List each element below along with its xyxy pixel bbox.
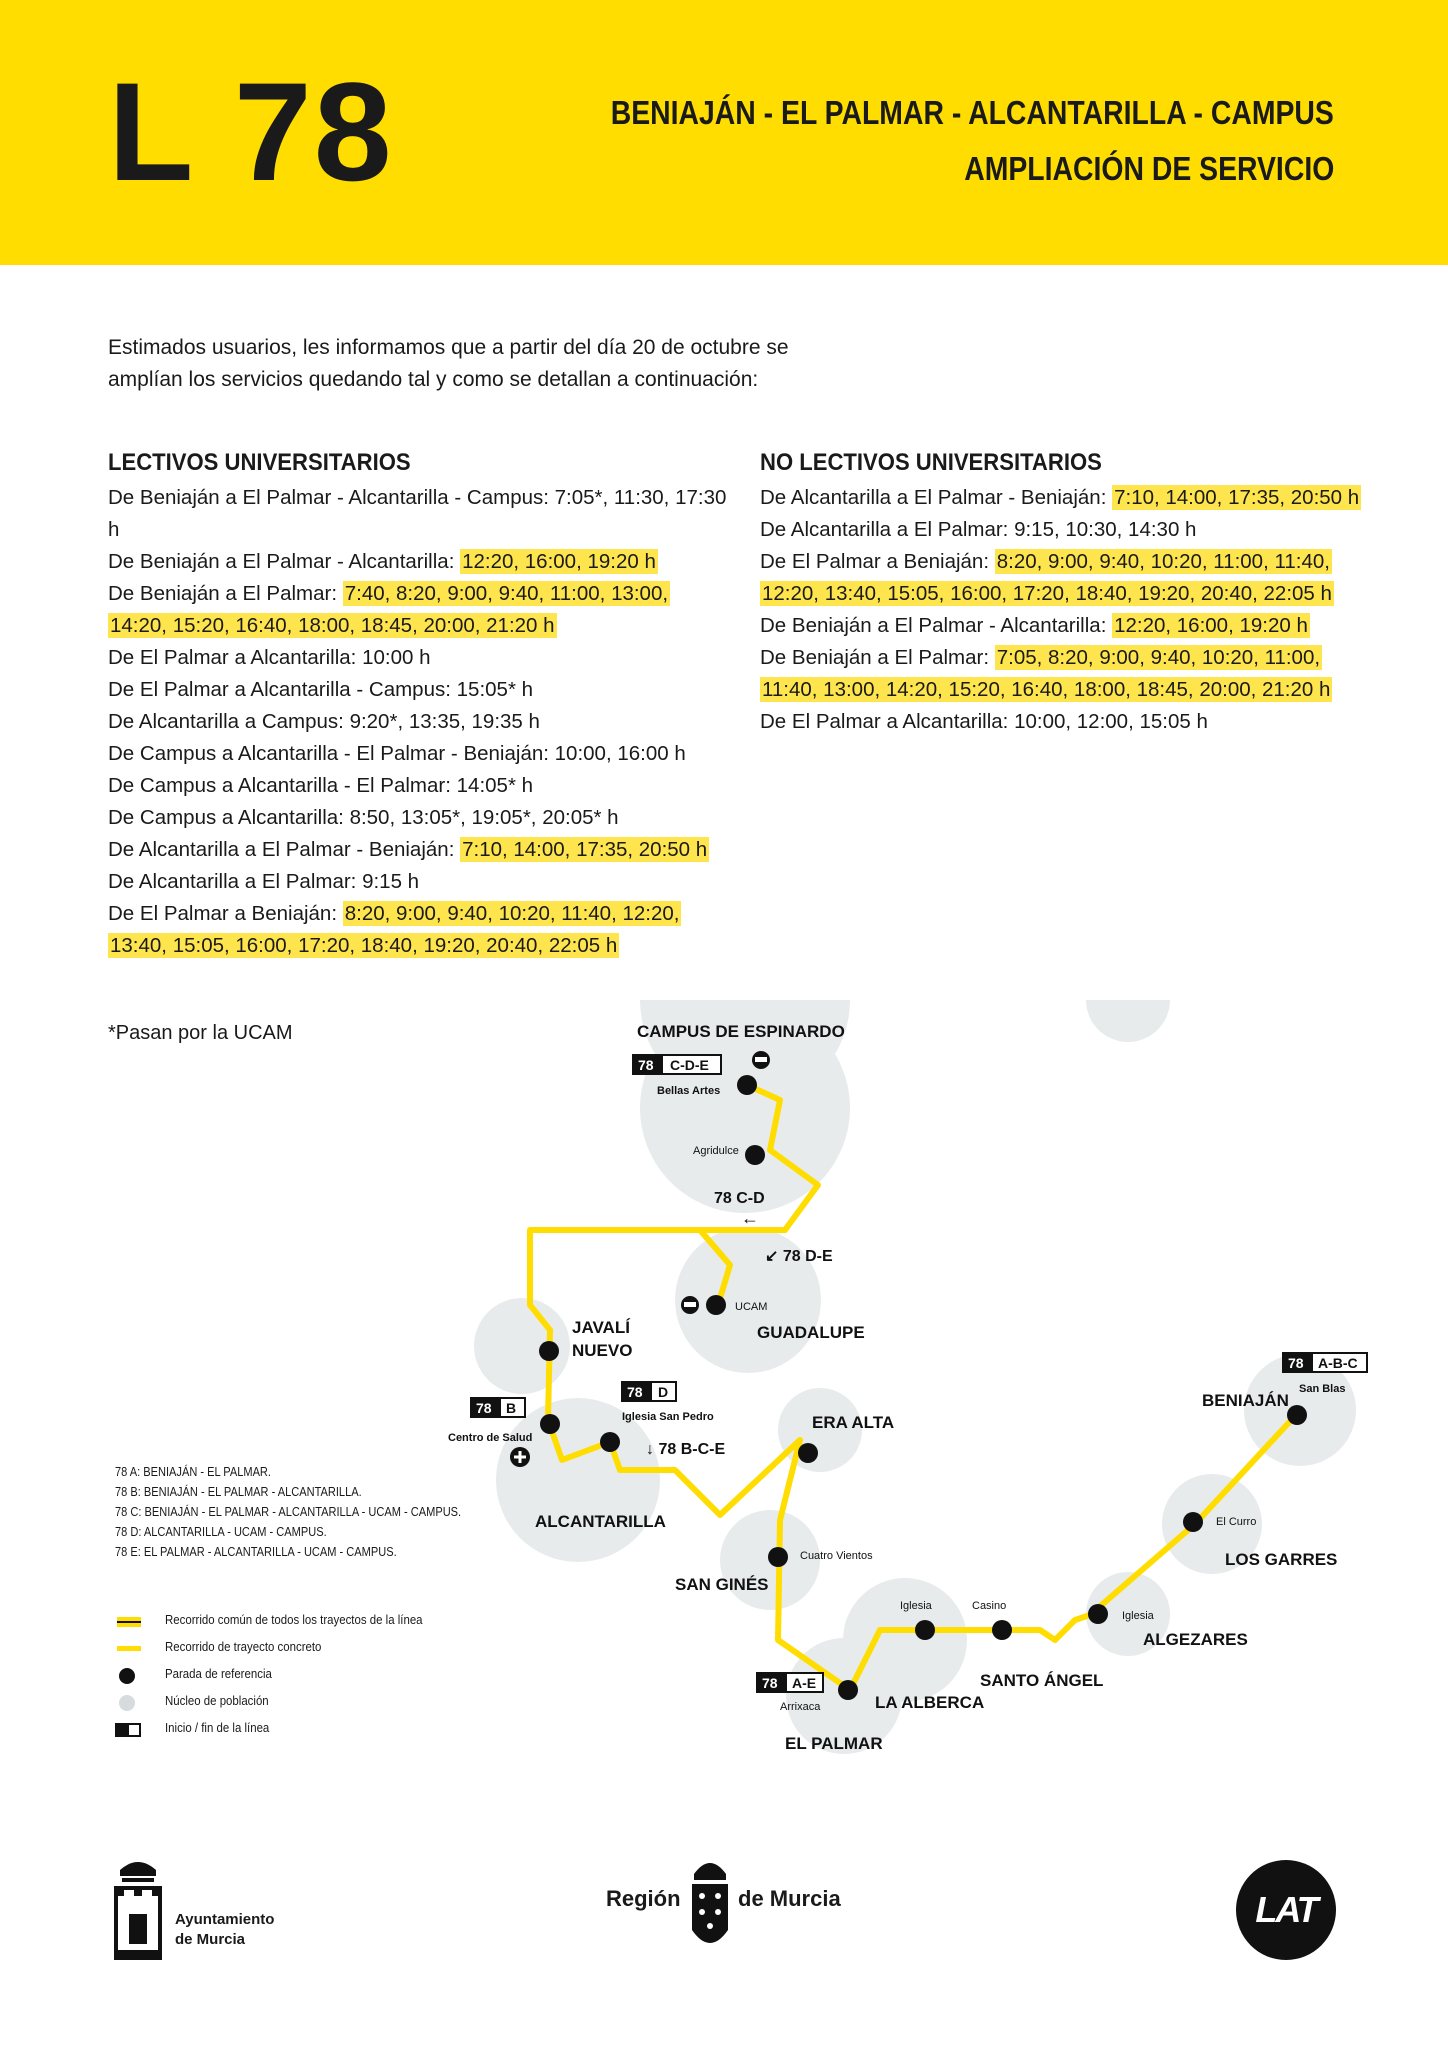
schedule-entry xyxy=(108,898,728,962)
schedule-list xyxy=(760,482,1380,738)
entry-times-highlighted: 7:05, 8:20, 9:00, 9:40, 10:20, 11:00, 11:40, 13:00, 14:20, 15:20, 16:40, 18:00, 18:45, 20:00, 21:20 h xyxy=(762,646,1331,701)
stop-centro-salud xyxy=(540,1414,560,1434)
entry-route: De Beniaján a El Palmar - Alcantarilla: xyxy=(760,614,1113,637)
entry-times: 10:00, 12:00, 15:05 h xyxy=(1014,710,1208,733)
legend-common-swatch xyxy=(115,1612,145,1632)
entry-route: De El Palmar a Beniaján: xyxy=(108,902,343,925)
direction-bce: ↓ 78 B-C-E xyxy=(646,1441,726,1458)
schedule-entry xyxy=(108,482,728,546)
entry-route: De El Palmar a Alcantarilla - Campus: xyxy=(108,678,457,701)
entry-times: 8:50, 13:05*, 19:05*, 20:05* h xyxy=(349,806,619,829)
stop-label: Bellas Artes xyxy=(657,1085,721,1097)
entry-route: De Beniaján a El Palmar: xyxy=(108,582,343,605)
schedule-entry xyxy=(108,706,728,738)
stop-san-pedro xyxy=(600,1432,620,1452)
schedule-entry xyxy=(760,482,1380,514)
section-title: NO LECTIVOS UNIVERSITARIOS xyxy=(760,449,1102,476)
stop-label: Iglesia xyxy=(1122,1610,1154,1622)
stop-label: Agridulce xyxy=(693,1145,739,1157)
entry-route: De Beniaján a El Palmar - Alcantarilla - Campus: xyxy=(108,486,555,509)
schedule-entry xyxy=(108,642,728,674)
legend-line-item: 78 E: EL PALMAR - ALCANTARILLA - UCAM - CAMPUS. xyxy=(115,1544,397,1559)
schedule-entry xyxy=(760,546,1380,610)
place-alcantarilla: ALCANTARILLA xyxy=(535,1512,666,1531)
entry-times-highlighted: 7:40, 8:20, 9:00, 9:40, 11:00, 13:00, 14:20, 15:20, 16:40, 18:00, 18:45, 20:00, 21:20 h xyxy=(110,582,669,637)
legend-line-item: 78 D: ALCANTARILLA - UCAM - CAMPUS. xyxy=(115,1524,327,1539)
badge-letters: D xyxy=(658,1384,669,1400)
lat-logo: LAT xyxy=(1236,1860,1336,1960)
legend-start-end xyxy=(115,1720,515,1740)
badge-letters: C-D-E xyxy=(670,1057,709,1073)
entry-times: 7:05*, 11:30, 17:30 h xyxy=(108,486,727,541)
entry-route: De Alcantarilla a El Palmar - Beniaján: xyxy=(760,486,1113,509)
entry-times-highlighted: 7:10, 14:00, 17:35, 20:50 h xyxy=(462,838,708,861)
direction-cd-arrow: ← xyxy=(741,1208,759,1228)
route-subtitle: AMPLIACIÓN DE SERVICIO xyxy=(963,150,1334,187)
header-banner xyxy=(0,0,1448,265)
entry-route: De Alcantarilla a Campus: xyxy=(108,710,350,733)
line-number: L 78 xyxy=(108,53,394,210)
legend-line-item: 78 C: BENIAJÁN - EL PALMAR - ALCANTARILLA - UCAM - CAMPUS. xyxy=(115,1504,462,1519)
entry-route: De El Palmar a Alcantarilla: xyxy=(760,710,1015,733)
badge-san-blas xyxy=(1283,1353,1367,1372)
entry-route: De Alcantarilla a El Palmar: xyxy=(108,870,363,893)
schedule-entry xyxy=(108,770,728,802)
badge-arrixaca xyxy=(757,1673,823,1692)
badge-campus xyxy=(633,1055,721,1074)
ayuntamiento-line: de Murcia xyxy=(175,1931,246,1948)
stop-ucam xyxy=(706,1295,726,1315)
legend-start-end-label: Inicio / fin de la línea xyxy=(165,1720,270,1735)
legend-common xyxy=(115,1612,515,1632)
region-word: de Murcia xyxy=(738,1886,841,1911)
place-guadalupe: GUADALUPE xyxy=(757,1323,865,1342)
legend-nucleus-label: Núcleo de población xyxy=(165,1693,269,1708)
legend-nucleus xyxy=(115,1693,515,1713)
schedule-entry xyxy=(760,610,1380,642)
entry-route: De El Palmar a Beniaján: xyxy=(760,550,995,573)
entry-times: 10:00, 16:00 h xyxy=(554,742,686,765)
badge-number: 78 xyxy=(762,1675,778,1691)
stop-label: San Blas xyxy=(1299,1383,1346,1395)
start-end-icon xyxy=(115,1720,145,1740)
schedule-entry xyxy=(108,834,728,866)
schedule-entry xyxy=(760,514,1380,546)
schedule-entry xyxy=(108,674,728,706)
entry-times: 15:05* h xyxy=(456,678,534,701)
place-algezares: ALGEZARES xyxy=(1143,1630,1248,1649)
place-la-alberca: LA ALBERCA xyxy=(875,1693,985,1712)
legend-stop xyxy=(115,1666,515,1686)
schedule-entry xyxy=(108,738,728,770)
stop-label: Centro de Salud xyxy=(448,1432,533,1444)
schedule-no-lectivos xyxy=(760,446,1380,738)
place-santo-angel: SANTO ÁNGEL xyxy=(980,1671,1104,1690)
entry-route: De Beniaján a El Palmar - Alcantarilla: xyxy=(108,550,461,573)
entry-route: De Beniaján a El Palmar: xyxy=(760,646,995,669)
stop-cuatro-vientos xyxy=(768,1547,788,1567)
stop-label: UCAM xyxy=(735,1301,768,1313)
entry-route: De Campus a Alcantarilla - El Palmar: xyxy=(108,774,457,797)
place-los-garres: LOS GARRES xyxy=(1225,1550,1338,1569)
region-word: Región xyxy=(606,1886,681,1911)
legend-common-label: Recorrido común de todos los trayectos de la línea xyxy=(165,1612,423,1627)
schedule-entry xyxy=(760,642,1380,706)
entry-times-highlighted: 12:20, 16:00, 19:20 h xyxy=(1114,614,1308,637)
entry-times: 9:15 h xyxy=(362,870,420,893)
stop-iglesia-algezares xyxy=(1088,1604,1108,1624)
stop-javali xyxy=(539,1341,559,1361)
schedule-entry xyxy=(108,546,728,578)
badge-letters: B xyxy=(506,1400,517,1416)
stop-label: Iglesia xyxy=(900,1600,932,1612)
stop-label: Casino xyxy=(972,1600,1007,1612)
nucleus-algezares xyxy=(1086,1000,1170,1042)
place-beniajan: BENIAJÁN xyxy=(1202,1391,1289,1410)
stop-label: El Curro xyxy=(1216,1516,1257,1528)
entry-route: De El Palmar a Alcantarilla: xyxy=(108,646,363,669)
stop-dot-icon xyxy=(115,1666,145,1686)
direction-de: ↙ 78 D-E xyxy=(765,1248,833,1265)
legend-lines xyxy=(115,1462,461,1562)
entry-times-highlighted: 8:20, 9:00, 9:40, 10:20, 11:00, 11:40, 12:20, 13:40, 15:05, 16:00, 17:20, 18:40, 19:20, 20:40, 22:05 h xyxy=(762,550,1332,605)
ayuntamiento-crest-icon xyxy=(112,1852,164,1960)
nucleus-dot-icon xyxy=(115,1693,145,1713)
stop-bellas-artes xyxy=(737,1075,757,1095)
stop-san-blas xyxy=(1287,1405,1307,1425)
schedule-entry xyxy=(760,706,1380,738)
stop-agridulce xyxy=(745,1145,765,1165)
stop-el-curro xyxy=(1183,1512,1203,1532)
stop-label: Arrixaca xyxy=(780,1701,821,1713)
legend-specific-label: Recorrido de trayecto concreto xyxy=(165,1639,322,1654)
entry-times: 9:20*, 13:35, 19:35 h xyxy=(349,710,540,733)
legend-line-item: 78 A: BENIAJÁN - EL PALMAR. xyxy=(115,1464,271,1479)
schedule-lectivos xyxy=(108,446,728,962)
section-title: LECTIVOS UNIVERSITARIOS xyxy=(108,449,411,476)
badge-san-pedro xyxy=(622,1382,676,1401)
place-javali: JAVALÍ xyxy=(572,1318,630,1337)
badge-number: 78 xyxy=(627,1384,643,1400)
legend-stop-label: Parada de referencia xyxy=(165,1666,272,1681)
footnote: *Pasan por la UCAM xyxy=(108,1022,293,1044)
badge-letters: A-E xyxy=(792,1675,817,1691)
place-campus: CAMPUS DE ESPINARDO xyxy=(637,1022,845,1041)
place-era-alta: ERA ALTA xyxy=(812,1413,895,1432)
legend-line-item: 78 B: BENIAJÁN - EL PALMAR - ALCANTARILLA. xyxy=(115,1484,362,1499)
badge-number: 78 xyxy=(1288,1355,1304,1371)
entry-times-highlighted: 8:20, 9:00, 9:40, 10:20, 11:40, 12:20, 13:40, 15:05, 16:00, 17:20, 18:40, 19:20, 20:40, 22:05 h xyxy=(110,902,680,957)
ayuntamiento-line: Ayuntamiento xyxy=(175,1911,275,1928)
entry-times-highlighted: 7:10, 14:00, 17:35, 20:50 h xyxy=(1114,486,1360,509)
entry-times-highlighted: 12:20, 16:00, 19:20 h xyxy=(462,550,656,573)
terminal-campus-icon xyxy=(755,1057,767,1062)
stop-casino xyxy=(992,1620,1012,1640)
terminal-ucam-icon xyxy=(684,1302,696,1307)
route-title: BENIAJÁN - EL PALMAR - ALCANTARILLA - CAMPUS xyxy=(610,94,1334,131)
badge-alcantarilla xyxy=(471,1398,525,1417)
entry-route: De Alcantarilla a El Palmar: xyxy=(760,518,1015,541)
schedule-entry xyxy=(108,802,728,834)
entry-times: 9:15, 10:30, 14:30 h xyxy=(1014,518,1197,541)
stop-iglesia-alberca xyxy=(915,1620,935,1640)
badge-letters: A-B-C xyxy=(1318,1355,1358,1371)
stop-era-alta xyxy=(798,1443,818,1463)
direction-cd: 78 C-D xyxy=(714,1190,765,1207)
stop-label: Iglesia San Pedro xyxy=(622,1411,714,1423)
place-el-palmar: EL PALMAR xyxy=(785,1734,883,1753)
stop-label: Cuatro Vientos xyxy=(800,1550,873,1562)
schedule-entry xyxy=(108,578,728,642)
place-javali: NUEVO xyxy=(572,1341,633,1360)
place-san-gines: SAN GINÉS xyxy=(675,1575,769,1594)
stop-arrixaca xyxy=(838,1680,858,1700)
ayuntamiento-name xyxy=(175,1910,274,1950)
badge-number: 78 xyxy=(638,1057,654,1073)
entry-route: De Campus a Alcantarilla: xyxy=(108,806,350,829)
legend-specific-swatch xyxy=(115,1639,145,1659)
entry-times: 10:00 h xyxy=(362,646,431,669)
entry-route: De Campus a Alcantarilla - El Palmar - Beniaján: xyxy=(108,742,555,765)
schedule-list xyxy=(108,482,728,962)
intro-text: Estimados usuarios, les informamos que a partir del día 20 de octubre se amplían los servicios quedando tal y como se detallan a continuación: xyxy=(108,336,789,391)
entry-route: De Alcantarilla a El Palmar - Beniaján: xyxy=(108,838,461,861)
badge-number: 78 xyxy=(476,1400,492,1416)
entry-times: 14:05* h xyxy=(456,774,534,797)
legend-specific xyxy=(115,1639,515,1659)
region-murcia-crest-icon xyxy=(688,1852,732,1958)
schedule-entry xyxy=(108,866,728,898)
